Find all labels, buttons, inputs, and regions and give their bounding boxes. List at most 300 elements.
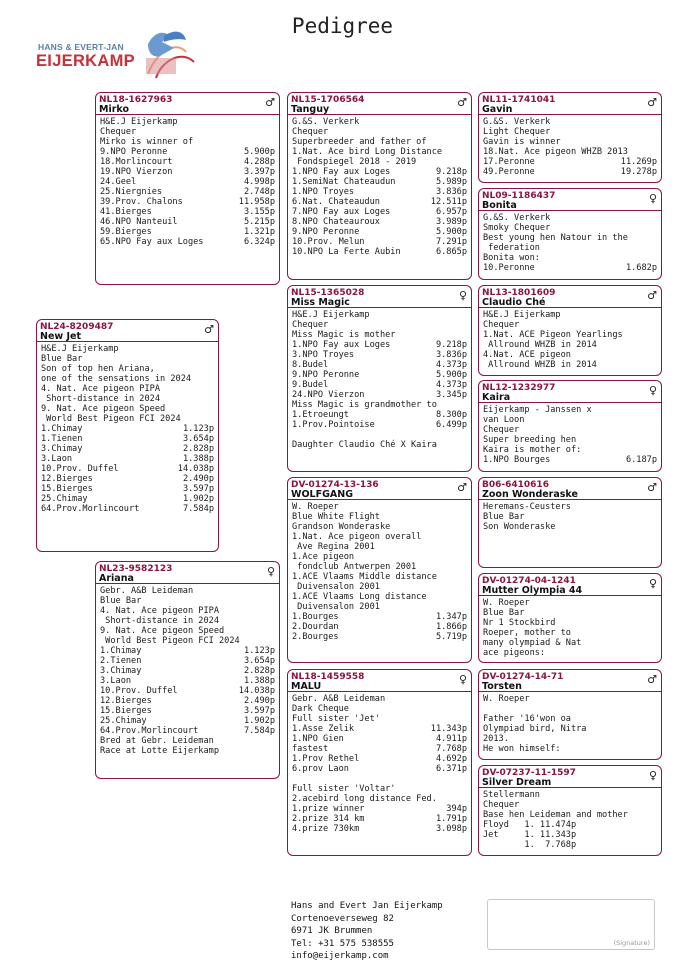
result-row	[41, 464, 214, 474]
info-line: 4. Nat. Ace pigeon PIPA	[100, 606, 219, 616]
race-prize: 3.597p	[243, 706, 275, 716]
info-line: Superbreeder and father of	[292, 137, 427, 147]
ring-number: B06-6410616	[482, 480, 549, 490]
address-line: Tel: +31 575 538555	[291, 938, 394, 949]
race-prize: 3.345p	[435, 390, 467, 400]
info-line: 1.ACE Vlaams Middle distance	[292, 572, 437, 582]
race-prize: 11.343p	[430, 724, 467, 734]
info-line: Chequer	[483, 800, 520, 810]
result-row	[100, 686, 275, 696]
ring-number: DV-01274-04-1241	[482, 576, 576, 586]
info-line: fondclub Antwerpen 2001	[292, 562, 417, 572]
race-name: 2.Bourges	[292, 632, 339, 642]
ring-number: DV-07237-11-1597	[482, 768, 576, 778]
info-line: Light Chequer	[483, 127, 551, 137]
card-header	[479, 93, 661, 115]
result-row	[100, 187, 275, 197]
race-prize: 2.828p	[243, 666, 275, 676]
male-icon: ♂	[457, 96, 467, 109]
result-row	[100, 197, 275, 207]
info-line: Father '16'won oa	[483, 714, 571, 724]
result-row	[292, 764, 467, 774]
female-icon: ♀	[266, 565, 275, 578]
card-torsten	[478, 669, 662, 760]
info-line: Short-distance in 2024	[41, 394, 160, 404]
card-body	[479, 403, 661, 465]
info-line: Fondspiegel 2018 - 2019	[292, 157, 417, 167]
card-silver	[478, 765, 662, 856]
info-line: 2.acebird long distance Fed.	[292, 794, 437, 804]
info-line: H&E.J Eijerkamp	[292, 310, 370, 320]
race-name: 9.NPO Peronne	[292, 370, 360, 380]
result-row	[41, 504, 214, 514]
race-prize: 3.836p	[435, 187, 467, 197]
pigeon-name: Mutter Olympia 44	[482, 585, 583, 596]
race-name: 1.Etroeungt	[292, 410, 349, 420]
pigeon-name: Bonita	[482, 200, 517, 211]
card-mirko	[95, 92, 280, 285]
card-body	[37, 342, 218, 514]
info-line: 1.Ace pigeon	[292, 552, 355, 562]
result-row	[483, 167, 657, 177]
race-name: 24.Geel	[100, 177, 137, 187]
card-body	[288, 115, 471, 257]
race-name: 1.prize winner	[292, 804, 365, 814]
card-header	[479, 766, 661, 788]
race-name: 64.Prov.Morlincourt	[100, 726, 199, 736]
race-name: 1.Chimay	[41, 424, 83, 434]
race-prize: 19.278p	[620, 167, 657, 177]
info-line: W. Roeper	[483, 598, 530, 608]
signature-box	[487, 899, 655, 950]
race-name: 9.Budel	[292, 380, 329, 390]
result-row	[292, 734, 467, 744]
ring-number: NL18-1459558	[291, 672, 365, 682]
race-prize: 4.373p	[435, 380, 467, 390]
info-line: Gebr. A&B Leideman	[292, 694, 386, 704]
race-prize: 2.490p	[243, 696, 275, 706]
result-row	[41, 434, 214, 444]
card-header	[288, 93, 471, 115]
race-name: 12.Bierges	[100, 696, 152, 706]
info-line: 1.Nat. ACE Pigeon Yearlings	[483, 330, 623, 340]
race-name: 10.NPO La Ferte Aubin	[292, 247, 401, 257]
race-name: 1.NPO Fay aux Loges	[292, 167, 391, 177]
race-name: 25.Chimay	[100, 716, 147, 726]
race-prize: 4.288p	[243, 157, 275, 167]
result-row	[292, 370, 467, 380]
info-line: Nr 1 Stockbird	[483, 618, 556, 628]
card-mutter	[478, 573, 662, 663]
result-row	[100, 147, 275, 157]
race-prize: 1.902p	[182, 494, 214, 504]
race-prize: 1.123p	[182, 424, 214, 434]
race-prize: 11.269p	[620, 157, 657, 167]
info-line: 9. Nat. Ace pigeon Speed	[41, 404, 166, 414]
male-icon: ♂	[647, 673, 657, 686]
info-line: H&E.J Eijerkamp	[41, 344, 119, 354]
info-line: Full sister 'Voltar'	[292, 784, 396, 794]
race-name: 3.Chimay	[41, 444, 83, 454]
result-row	[100, 167, 275, 177]
breeder-address	[291, 900, 443, 963]
race-prize: 1.902p	[243, 716, 275, 726]
card-body	[288, 692, 471, 834]
result-row	[292, 814, 467, 824]
race-prize: 5.900p	[435, 227, 467, 237]
female-icon: ♀	[648, 577, 657, 590]
race-name: 6.Nat. Chateaudun	[292, 197, 380, 207]
race-name: 59.Bierges	[100, 227, 152, 237]
info-line: H&E.J Eijerkamp	[483, 310, 561, 320]
race-name: 1.SemiNat Chateaudun	[292, 177, 396, 187]
info-line: G.&S. Verkerk	[483, 117, 551, 127]
race-prize: 6.371p	[435, 764, 467, 774]
info-line: 4. Nat. Ace pigeon PIPA	[41, 384, 160, 394]
info-line: Blue Bar	[483, 608, 525, 618]
race-prize: 14.038p	[177, 464, 214, 474]
info-line: He won himself:	[483, 744, 561, 754]
info-line: Roeper, mother to	[483, 628, 571, 638]
info-line: 9. Nat. Ace pigeon Speed	[100, 626, 225, 636]
race-name: 10.Prov. Duffel	[41, 464, 119, 474]
result-row	[41, 454, 214, 464]
race-prize: 1.388p	[182, 454, 214, 464]
card-header	[37, 320, 218, 342]
card-missmagic	[287, 285, 472, 472]
race-name: 1.Prov Rethel	[292, 754, 360, 764]
race-name: 1.NPO Fay aux Loges	[292, 340, 391, 350]
race-name: 3.NPO Troyes	[292, 350, 355, 360]
info-line: 1.ACE Vlaams Long distance	[292, 592, 427, 602]
pigeon-name: Claudio Ché	[482, 297, 546, 308]
race-name: 1.NPO Gien	[292, 734, 344, 744]
address-line: Hans and Evert Jan Eijerkamp	[291, 901, 443, 911]
race-prize: 5.989p	[435, 177, 467, 187]
info-line: 1.Nat. Ace bird Long Distance	[292, 147, 443, 157]
info-line: Duivensalon 2001	[292, 602, 380, 612]
race-name: 3.Laon	[100, 676, 132, 686]
female-icon: ♀	[648, 384, 657, 397]
info-line: Bonita won:	[483, 253, 540, 263]
race-prize: 1.123p	[243, 646, 275, 656]
ring-number: DV-01274-13-136	[291, 480, 379, 490]
race-prize: 3.597p	[182, 484, 214, 494]
pigeon-name: Kaira	[482, 392, 511, 403]
race-prize: 2.748p	[243, 187, 275, 197]
race-prize: 4.911p	[435, 734, 467, 744]
race-prize: 7.291p	[435, 237, 467, 247]
race-prize: 7.768p	[435, 744, 467, 754]
result-row	[292, 340, 467, 350]
info-line: 18.Nat. Ace pigeon WHZB 2013	[483, 147, 628, 157]
race-name: 24.NPO Vierzon	[292, 390, 365, 400]
card-body	[479, 692, 661, 754]
male-icon: ♂	[457, 481, 467, 494]
card-body	[288, 500, 471, 642]
result-row	[292, 632, 467, 642]
info-line: Eijerkamp - Janssen x	[483, 405, 592, 415]
race-name: 10.Peronne	[483, 263, 535, 273]
result-row	[292, 420, 467, 430]
info-line: W. Roeper	[292, 502, 339, 512]
race-prize: 9.218p	[435, 167, 467, 177]
result-row	[483, 157, 657, 167]
race-prize: 12.511p	[430, 197, 467, 207]
info-line: Heremans-Ceusters	[483, 502, 571, 512]
result-row	[100, 676, 275, 686]
race-prize: 3.155p	[243, 207, 275, 217]
result-row	[100, 726, 275, 736]
info-line: Base hen Leideman and mother	[483, 810, 628, 820]
card-body	[479, 211, 661, 273]
race-prize: 5.900p	[435, 370, 467, 380]
info-line	[292, 430, 467, 440]
info-line: Son of top hen Ariana,	[41, 364, 155, 374]
result-row	[41, 424, 214, 434]
race-prize: 1.347p	[435, 612, 467, 622]
result-row	[292, 612, 467, 622]
card-body	[479, 115, 661, 177]
result-row	[292, 824, 467, 834]
race-prize: 5.215p	[243, 217, 275, 227]
race-name: 19.NPO Vierzon	[100, 167, 173, 177]
race-prize: 3.098p	[435, 824, 467, 834]
race-name: 8.NPO Chateauroux	[292, 217, 380, 227]
info-line: W. Roeper	[483, 694, 530, 704]
race-name: 1.Chimay	[100, 646, 142, 656]
race-prize: 7.584p	[243, 726, 275, 736]
result-row	[41, 494, 214, 504]
male-icon: ♂	[647, 96, 657, 109]
ring-number: NL13-1801609	[482, 288, 556, 298]
info-line: Allround WHZB in 2014	[483, 340, 597, 350]
race-name: 46.NPO Nanteuil	[100, 217, 178, 227]
info-line: Chequer	[483, 320, 520, 330]
card-wolfgang	[287, 477, 472, 663]
result-row	[483, 263, 657, 273]
race-name: 39.Prov. Chalons	[100, 197, 183, 207]
female-icon: ♀	[458, 289, 467, 302]
card-tanguy	[287, 92, 472, 280]
info-line: Best young hen Natour in the	[483, 233, 628, 243]
logo-text-main: EIJERKAMP	[36, 52, 135, 70]
info-line: World Best Pigeon FCI 2024	[41, 414, 181, 424]
info-line: Blue Bar	[41, 354, 83, 364]
result-row	[292, 247, 467, 257]
card-header	[288, 670, 471, 692]
race-prize: 4.998p	[243, 177, 275, 187]
race-prize: 11.958p	[238, 197, 275, 207]
info-line: Bred at Gebr. Leideman	[100, 736, 214, 746]
card-gavin	[478, 92, 662, 183]
address-email: info@eijerkamp.com	[291, 951, 389, 961]
race-prize: 2.490p	[182, 474, 214, 484]
female-icon: ♀	[648, 192, 657, 205]
pigeon-name: Miss Magic	[291, 297, 350, 308]
pigeon-name: New Jet	[40, 331, 81, 342]
race-name: 65.NPO Fay aux Loges	[100, 237, 204, 247]
info-line: Floyd 1. 11.474p	[483, 820, 577, 830]
result-row	[292, 724, 467, 734]
race-name: 9.NPO Peronne	[100, 147, 168, 157]
card-bonita	[478, 188, 662, 280]
race-name: 6.prov Laon	[292, 764, 349, 774]
info-line: one of the sensations in 2024	[41, 374, 192, 384]
race-name: 17.Peronne	[483, 157, 535, 167]
race-prize: 3.654p	[182, 434, 214, 444]
race-prize: 3.654p	[243, 656, 275, 666]
info-line	[483, 704, 657, 714]
ring-number: NL15-1706564	[291, 95, 365, 105]
race-prize: 6.865p	[435, 247, 467, 257]
info-line: Daughter Claudio Ché X Kaira	[292, 440, 437, 450]
race-name: fastest	[292, 744, 329, 754]
result-row	[292, 380, 467, 390]
info-line: many olympiad & Nat	[483, 638, 582, 648]
card-body	[479, 500, 661, 532]
race-prize: 9.218p	[435, 340, 467, 350]
card-body	[96, 584, 279, 756]
result-row	[292, 197, 467, 207]
race-name: 10.Prov. Duffel	[100, 686, 178, 696]
result-row	[100, 237, 275, 247]
race-prize: 1.682p	[625, 263, 657, 273]
result-row	[292, 410, 467, 420]
info-line: Miss Magic is grandmother to	[292, 400, 437, 410]
info-line: Kaira is mother of:	[483, 445, 582, 455]
race-prize: 4.373p	[435, 360, 467, 370]
race-name: 3.Chimay	[100, 666, 142, 676]
race-name: 2.Dourdan	[292, 622, 339, 632]
race-name: 1.NPO Troyes	[292, 187, 355, 197]
result-row	[100, 716, 275, 726]
race-name: 8.Budel	[292, 360, 329, 370]
race-name: 15.Bierges	[41, 484, 93, 494]
info-line: federation	[483, 243, 540, 253]
info-line: Jet 1. 11.343p	[483, 830, 577, 840]
result-row	[100, 207, 275, 217]
ring-number: NL09-1186437	[482, 191, 556, 201]
card-newjet	[36, 319, 219, 552]
info-line: ace pigeons:	[483, 648, 546, 658]
result-row	[100, 227, 275, 237]
race-name: 10.Prov. Melun	[292, 237, 365, 247]
card-header	[96, 93, 279, 115]
info-line: Mirko is winner of	[100, 137, 194, 147]
result-row	[100, 656, 275, 666]
race-name: 1.Tienen	[41, 434, 83, 444]
result-row	[41, 484, 214, 494]
card-header	[479, 286, 661, 308]
race-prize: 1.791p	[435, 814, 467, 824]
pigeon-name: Torsten	[482, 681, 522, 692]
race-prize: 6.324p	[243, 237, 275, 247]
info-line: Dark Cheque	[292, 704, 349, 714]
card-kaira	[478, 380, 662, 472]
card-body	[288, 308, 471, 450]
info-line: G.&S. Verkerk	[483, 213, 551, 223]
race-name: 1.Bourges	[292, 612, 339, 622]
card-header	[479, 574, 661, 596]
result-row	[100, 646, 275, 656]
race-name: 12.Bierges	[41, 474, 93, 484]
card-header	[96, 562, 279, 584]
result-row	[292, 360, 467, 370]
pigeon-name: Tanguy	[291, 104, 330, 115]
info-line: Chequer	[292, 127, 329, 137]
card-claudio	[478, 285, 662, 376]
result-row	[41, 444, 214, 454]
result-row	[292, 754, 467, 764]
info-line: Race at Lotte Eijerkamp	[100, 746, 219, 756]
info-line: 4.Nat. ACE pigeon	[483, 350, 571, 360]
race-name: 7.NPO Fay aux Loges	[292, 207, 391, 217]
result-row	[100, 177, 275, 187]
info-line: Blue White Flight	[292, 512, 380, 522]
info-line: Super breeding hen	[483, 435, 577, 445]
result-row	[483, 455, 657, 465]
ring-number: NL11-1741041	[482, 95, 556, 105]
card-header	[288, 286, 471, 308]
logo-text-top: HANS & EVERT-JAN	[38, 42, 124, 52]
info-line: Blue Bar	[483, 512, 525, 522]
result-row	[292, 804, 467, 814]
race-prize: 3.836p	[435, 350, 467, 360]
info-line: Smoky Chequer	[483, 223, 551, 233]
ring-number: NL18-1627963	[99, 95, 173, 105]
result-row	[292, 177, 467, 187]
page-title: Pedigree	[291, 14, 394, 38]
race-name: 64.Prov.Morlincourt	[41, 504, 140, 514]
info-line: H&E.J Eijerkamp	[100, 117, 178, 127]
address-line: 6971 JK Brummen	[291, 926, 373, 936]
male-icon: ♂	[647, 481, 657, 494]
race-name: 25.Chimay	[41, 494, 88, 504]
signature-label: (Signature)	[613, 939, 650, 947]
info-line: Duivensalon 2001	[292, 582, 380, 592]
result-row	[100, 157, 275, 167]
info-line: Short-distance in 2024	[100, 616, 219, 626]
info-line: Son Wonderaske	[483, 522, 556, 532]
race-name: 18.Morlincourt	[100, 157, 173, 167]
male-icon: ♂	[265, 96, 275, 109]
race-prize: 2.828p	[182, 444, 214, 454]
ring-number: NL12-1232977	[482, 383, 556, 393]
race-name: 2.prize 314 km	[292, 814, 365, 824]
info-line: Olympiad bird, Nitra	[483, 724, 587, 734]
pigeon-name: Gavin	[482, 104, 513, 115]
race-prize: 7.584p	[182, 504, 214, 514]
result-row	[100, 696, 275, 706]
info-line: 1.Nat. Ace pigeon overall	[292, 532, 422, 542]
race-prize: 394p	[446, 804, 467, 814]
result-row	[100, 706, 275, 716]
card-header	[479, 478, 661, 500]
race-prize: 3.397p	[243, 167, 275, 177]
pigeon-name: MALU	[291, 681, 322, 692]
race-name: 49.Peronne	[483, 167, 535, 177]
race-prize: 6.499p	[435, 420, 467, 430]
male-icon: ♂	[647, 289, 657, 302]
race-prize: 4.692p	[435, 754, 467, 764]
race-prize: 6.957p	[435, 207, 467, 217]
race-prize: 1.321p	[243, 227, 275, 237]
info-line: van Loon	[483, 415, 525, 425]
result-row	[100, 217, 275, 227]
race-prize: 3.989p	[435, 217, 467, 227]
info-line: G.&S. Verkerk	[292, 117, 360, 127]
